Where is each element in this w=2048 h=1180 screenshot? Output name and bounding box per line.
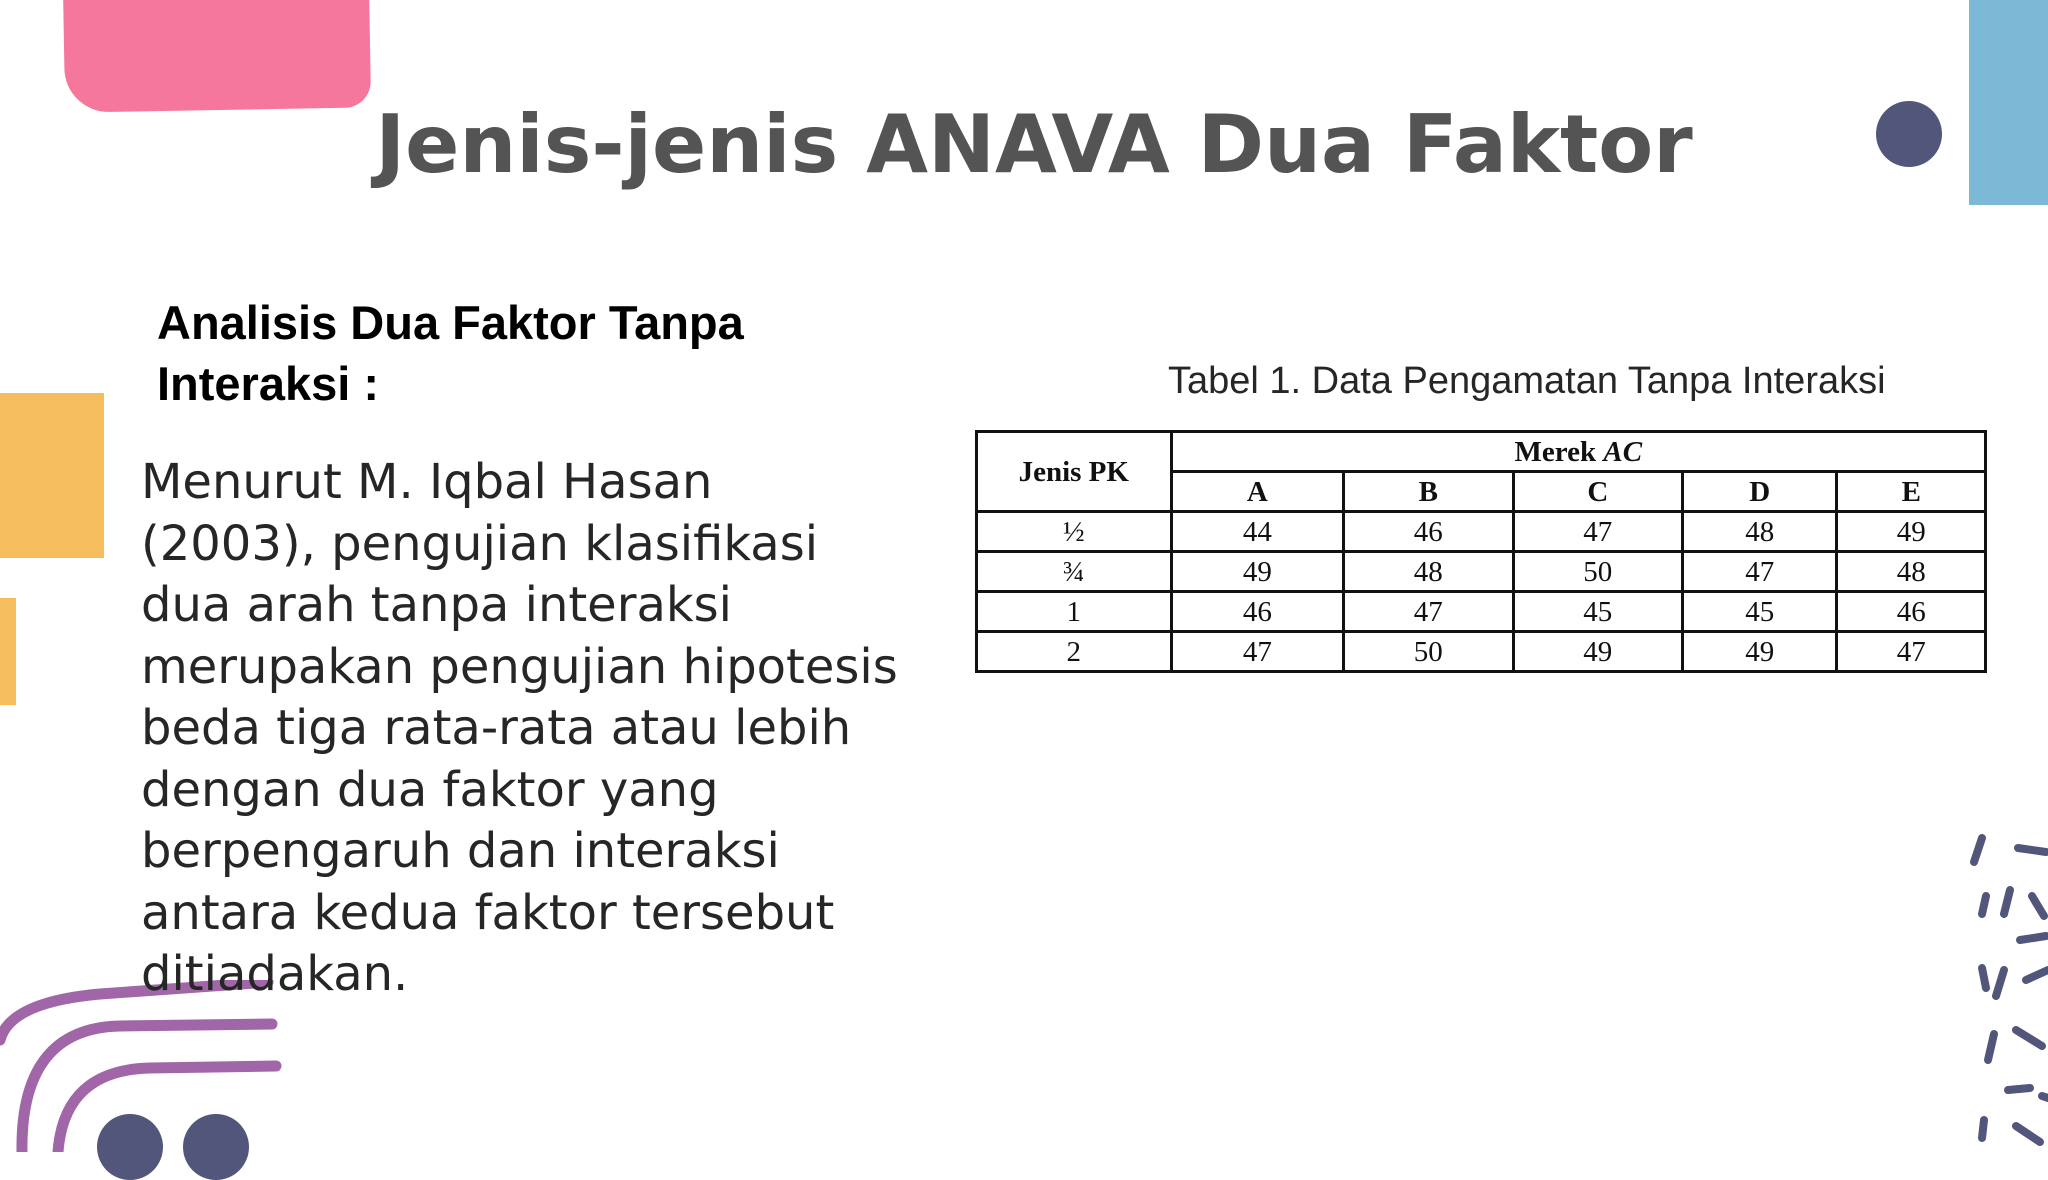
section-heading [157, 292, 857, 414]
row-label: 2 [977, 632, 1172, 672]
section-heading-line2: Interaksi : [157, 357, 380, 410]
yellow-decorative-strip [0, 598, 16, 705]
table-cell: 48 [1344, 552, 1513, 592]
column-header: C [1513, 472, 1682, 512]
row-label: ½ [977, 512, 1172, 552]
row-label: ¾ [977, 552, 1172, 592]
table-cell: 45 [1513, 592, 1682, 632]
column-header: E [1837, 472, 1986, 512]
table-cell: 48 [1837, 552, 1986, 592]
table-cell: 47 [1171, 632, 1344, 672]
column-header: B [1344, 472, 1513, 512]
yellow-decorative-rectangle [0, 393, 104, 558]
table-row [977, 632, 1986, 672]
table-row [977, 512, 1986, 552]
navy-decorative-dot [97, 1114, 163, 1180]
table-cell: 50 [1344, 632, 1513, 672]
table-cell: 49 [1171, 552, 1344, 592]
table-cell: 44 [1171, 512, 1344, 552]
table-row [977, 552, 1986, 592]
table-cell: 45 [1683, 592, 1837, 632]
table-cell: 48 [1683, 512, 1837, 552]
table-cell: 47 [1683, 552, 1837, 592]
table-cell: 46 [1837, 592, 1986, 632]
table-caption: Tabel 1. Data Pengamatan Tanpa Interaksi [1168, 360, 1886, 402]
table-cell: 50 [1513, 552, 1682, 592]
table-cell: 47 [1513, 512, 1682, 552]
slide-title: Jenis-jenis ANAVA Dua Faktor [375, 98, 1693, 191]
pink-decorative-blob [63, 0, 371, 113]
table-cell: 49 [1513, 632, 1682, 672]
navy-dash-pattern [1960, 820, 2048, 1152]
group-header-merek-ac: Merek AC [1171, 432, 1985, 472]
table-cell: 47 [1837, 632, 1986, 672]
body-paragraph: Menurut M. Iqbal Hasan (2003), pengujian klasifikasi dua arah tanpa interaksi merupakan pengujian hipotesis beda tiga rata-rata atau lebih dengan dua faktor yang berpengaruh dan interaksi antara kedua faktor tersebut ditiadakan. [141, 454, 898, 1002]
column-header: A [1171, 472, 1344, 512]
row-label: 1 [977, 592, 1172, 632]
data-table [975, 430, 1987, 673]
section-heading-line1: Analisis Dua Faktor Tanpa [157, 296, 744, 349]
table-cell: 49 [1837, 512, 1986, 552]
row-header-jenis-pk: Jenis PK [977, 432, 1172, 512]
table-cell: 49 [1683, 632, 1837, 672]
navy-decorative-dot [183, 1114, 249, 1180]
column-header: D [1683, 472, 1837, 512]
table-cell: 46 [1171, 592, 1344, 632]
table-cell: 46 [1344, 512, 1513, 552]
table-cell: 47 [1344, 592, 1513, 632]
table-row [977, 592, 1986, 632]
